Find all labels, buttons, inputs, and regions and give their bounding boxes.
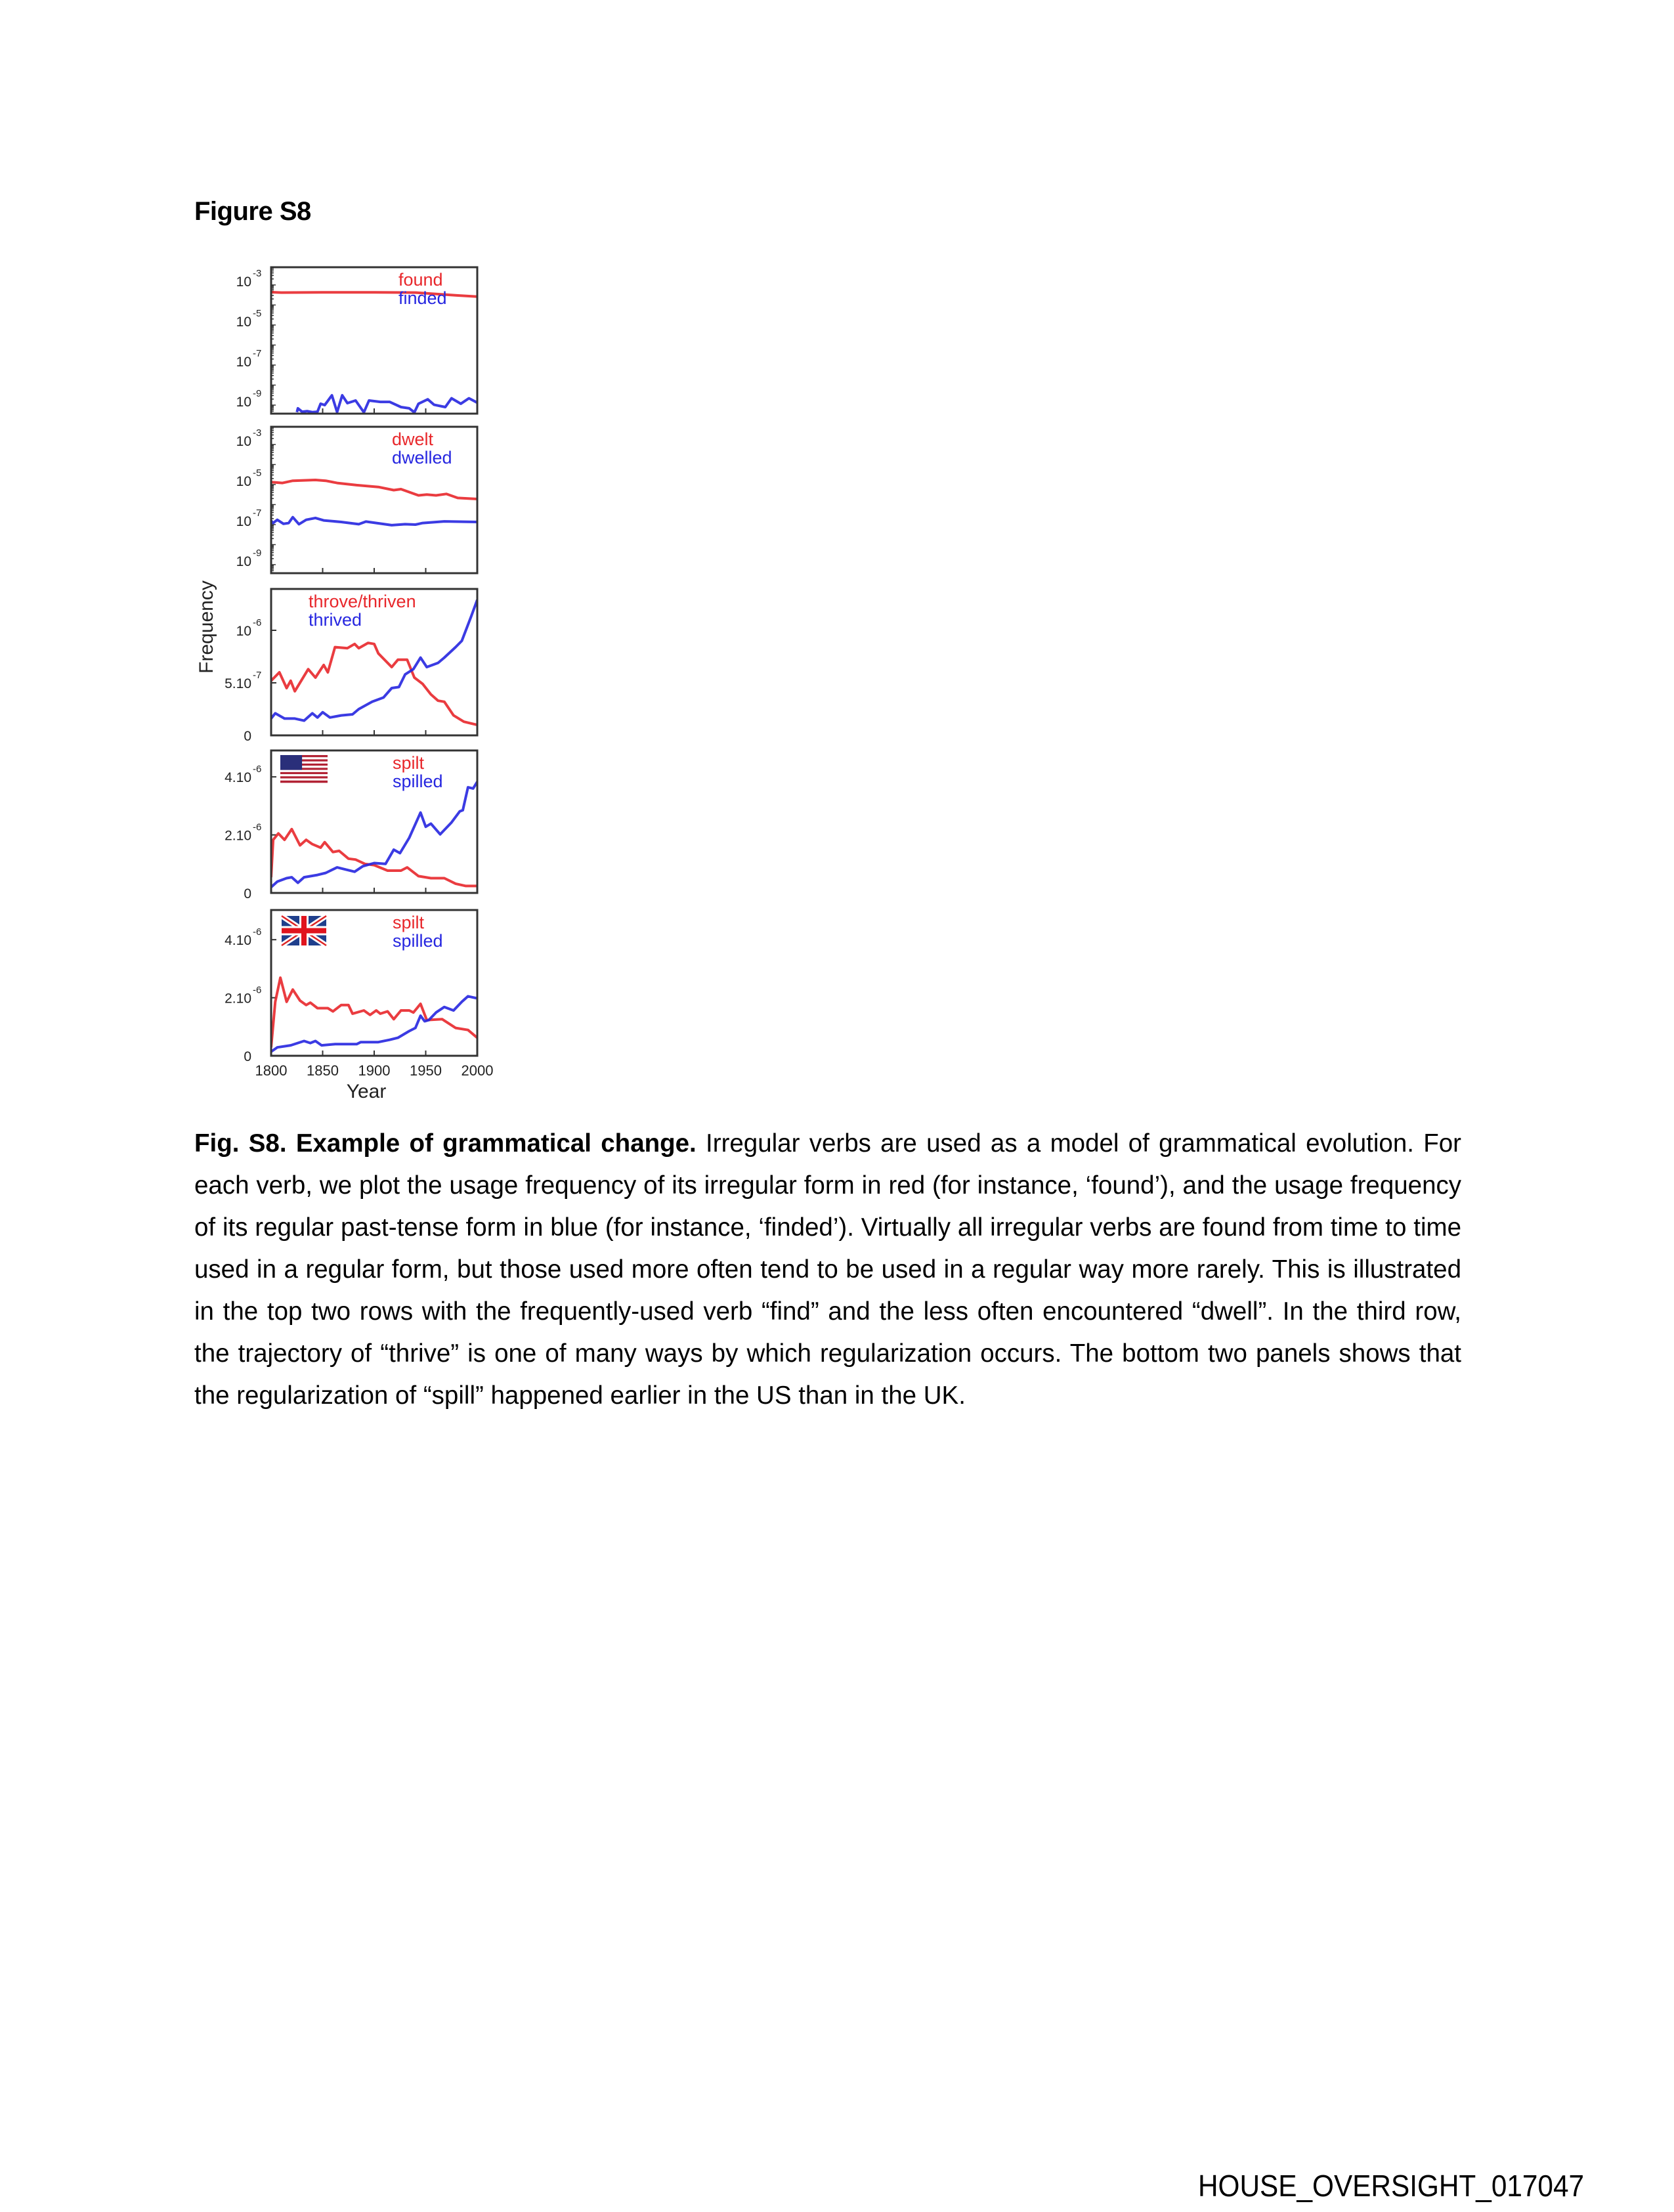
y-tick-label: 10 xyxy=(236,624,251,639)
legend-label: spilt xyxy=(393,913,425,932)
panel-spill-uk xyxy=(225,910,493,1079)
series-line-dwelled xyxy=(271,517,477,525)
flag-stripe xyxy=(280,774,328,777)
caption-lead: Fig. S8. Example of grammatical change. xyxy=(194,1129,697,1158)
legend-label: dwelled xyxy=(392,448,452,467)
flag-stripe xyxy=(280,772,328,775)
y-tick-label: 2.10 xyxy=(225,828,251,844)
y-tick-exponent: -6 xyxy=(253,617,262,628)
x-tick-label: 1850 xyxy=(307,1062,339,1079)
y-tick-label: 5.10 xyxy=(225,676,251,691)
flag-stripe xyxy=(280,779,328,781)
y-tick-label: 0 xyxy=(244,1049,251,1064)
document-footer-id: HOUSE_OVERSIGHT_017047 xyxy=(1198,2169,1585,2203)
series-line-dwelt xyxy=(271,480,477,499)
y-tick-label: 10 xyxy=(236,314,251,330)
y-tick-label: 4.10 xyxy=(225,933,251,949)
y-tick-label: 10 xyxy=(236,474,251,489)
y-tick-label: 10 xyxy=(236,395,251,410)
us-flag-icon xyxy=(280,755,328,783)
panel-spill-us xyxy=(225,750,477,901)
uk-flag-icon xyxy=(282,916,326,945)
series-line-finded xyxy=(297,395,477,412)
flag-stripe xyxy=(280,770,328,773)
y-tick-exponent: -7 xyxy=(253,348,262,359)
series-line-spilt xyxy=(271,978,477,1047)
legend-label: dwelt xyxy=(392,429,434,449)
x-tick-label: 2000 xyxy=(461,1062,494,1079)
y-tick-exponent: -9 xyxy=(253,388,262,399)
y-tick-exponent: -6 xyxy=(253,926,262,938)
x-tick-label: 1800 xyxy=(255,1062,288,1079)
y-tick-exponent: -9 xyxy=(253,548,262,559)
legend-label: finded xyxy=(398,288,447,308)
flag-cross xyxy=(282,928,326,934)
y-tick-label: 10 xyxy=(236,274,251,290)
y-tick-exponent: -6 xyxy=(253,984,262,996)
y-tick-exponent: -6 xyxy=(253,764,262,775)
y-tick-label: 2.10 xyxy=(225,991,251,1007)
panel-find xyxy=(236,267,477,414)
y-tick-exponent: -5 xyxy=(253,308,262,319)
x-tick-label: 1950 xyxy=(410,1062,442,1079)
legend-label: spilled xyxy=(393,771,443,791)
y-tick-label: 10 xyxy=(236,514,251,529)
flag-stripe xyxy=(280,781,328,783)
panel-dwell xyxy=(236,427,477,573)
legend-label: throve/thriven xyxy=(309,592,416,611)
flag-stripe xyxy=(280,776,328,779)
panel-thrive xyxy=(225,589,477,744)
figure-caption xyxy=(194,1123,1461,1417)
caption-body: Irregular verbs are used as a model of grammatical evolution. For each verb, we plot the usage frequency of its irregular form in red (for instance, ‘found’), and the usage frequency of its regular past-tense form in blue (for instance, ‘finded’). Virtually all irregular verbs are found from time to time used in a regular form, but those used more often tend to be used in a regular way more rarely. This is illustrated in the top two rows with the frequently-used verb “find” and the less often encountered “dwell”. In the third row, the trajectory of “thrive” is one of many ways by which regularization occurs. The bottom two panels shows that the regularization of “spill” happened earlier in the US than in the UK. xyxy=(194,1129,1461,1410)
y-tick-exponent: -3 xyxy=(253,427,262,439)
series-line-spilled xyxy=(271,996,477,1051)
y-tick-label: 10 xyxy=(236,355,251,370)
y-tick-label: 10 xyxy=(236,434,251,449)
y-tick-label: 0 xyxy=(244,729,251,744)
y-tick-label: 0 xyxy=(244,886,251,901)
figure-title: Figure S8 xyxy=(194,197,311,226)
y-tick-label: 4.10 xyxy=(225,770,251,786)
y-tick-exponent: -5 xyxy=(253,467,262,479)
y-axis-title: Frequency xyxy=(196,580,217,674)
x-axis-title: Year xyxy=(346,1081,387,1102)
series-line-spilled xyxy=(271,782,477,888)
y-tick-label: 10 xyxy=(236,554,251,569)
y-tick-exponent: -3 xyxy=(253,268,262,279)
x-tick-label: 1900 xyxy=(358,1062,391,1079)
y-tick-exponent: -6 xyxy=(253,821,262,833)
legend-label: spilled xyxy=(393,931,443,951)
legend-label: spilt xyxy=(393,753,425,773)
flag-canton xyxy=(280,755,302,770)
y-tick-exponent: -7 xyxy=(253,670,262,681)
legend-label: thrived xyxy=(309,610,362,630)
y-tick-exponent: -7 xyxy=(253,508,262,519)
legend-label: found xyxy=(398,270,443,290)
